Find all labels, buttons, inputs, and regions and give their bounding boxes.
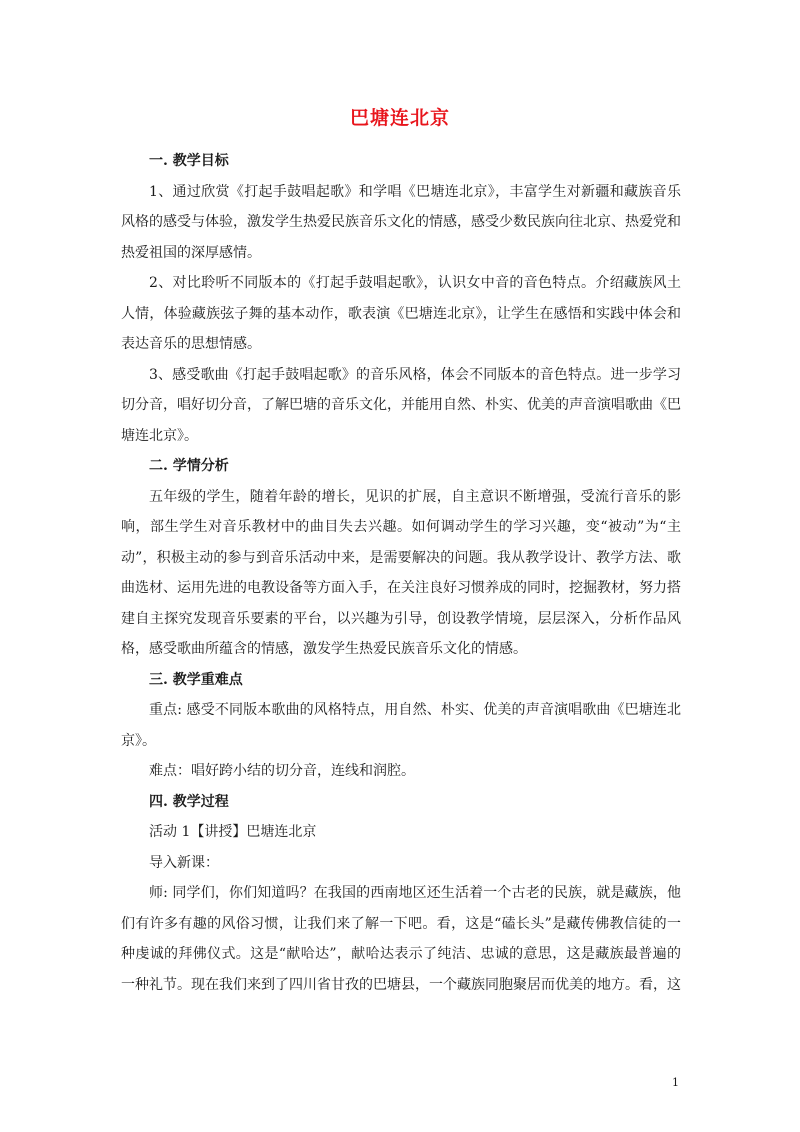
page-number: 1 xyxy=(672,1076,679,1089)
section-heading-process: 四. 教学过程 xyxy=(149,793,229,810)
document-body xyxy=(121,146,681,1000)
paragraph: 五年级的学生，随着年龄的增长，见识的扩展，自主意识不断增强，受流行音乐的影响，部生学生对音乐教材中的曲目失去兴趣。如何调动学生的学习兴趣，变“被动”为“主动”，积极主动的参与到音乐活动中来，是需要解决的问题。我从教学设计、教学方法、歌曲选材、运用先进的电教设备等方面入手，在关注良好习惯养成的同时，挖掘教材，努力搭建自主探究发现音乐要素的平台，以兴趣为引导，创设教学情境，层层深入，分析作品风格，感受歌曲所蕴含的情感，激发学生热爱民族音乐文化的情感。 xyxy=(121,488,681,657)
paragraph: 导入新课： xyxy=(149,854,219,871)
section-heading-analysis: 二. 学情分析 xyxy=(149,458,229,474)
paragraph: 难点：唱好跨小结的切分音，连线和润腔。 xyxy=(149,763,415,779)
paragraph: 活动 1【讲授】巴塘连北京 xyxy=(149,824,317,840)
paragraph: 师: 同学们，你们知道吗？在我国的西南地区还生活着一个古老的民族，就是藏族，他们有许多有趣的风俗习惯，让我们来了解一下吧。看，这是“磕长头”是藏传佛教信徒的一种虔诚的拜佛仪式。这是“献哈达”，献哈达表示了纯洁、忠诚的意思，这是藏族最普遍的一种礼节。现在我们来到了四川省甘孜的巴塘县，一个藏族同胞聚居而优美的地方。看，这 xyxy=(121,885,681,993)
paragraph: 1、通过欣赏《打起手鼓唱起歌》和学唱《巴塘连北京》，丰富学生对新疆和藏族音乐风格的感受与体验，激发学生热爱民族音乐文化的情感，感受少数民族向往北京、热爱党和热爱祖国的深厚感情。 xyxy=(121,183,681,261)
paragraph: 重点: 感受不同版本歌曲的风格特点，用自然、朴实、优美的声音演唱歌曲《巴塘连北京》。 xyxy=(121,702,681,749)
section-heading-key-points: 三. 教学重难点 xyxy=(149,671,243,688)
document-title: 巴塘连北京 xyxy=(349,107,450,129)
section-heading-objectives: 一. 教学目标 xyxy=(149,153,229,169)
paragraph: 3、感受歌曲《打起手鼓唱起歌》的音乐风格，体会不同版本的音色特点。进一步学习切分音，唱好切分音，了解巴塘的音乐文化，并能用自然、朴实、优美的声音演唱歌曲《巴塘连北京》。 xyxy=(121,366,681,444)
paragraph: 2、对比聆听不同版本的《打起手鼓唱起歌》，认识女中音的音色特点。介绍藏族风土人情，体验藏族弦子舞的基本动作，歌表演《巴塘连北京》，让学生在感悟和实践中体会和表达音乐的思想情感。 xyxy=(121,275,681,352)
